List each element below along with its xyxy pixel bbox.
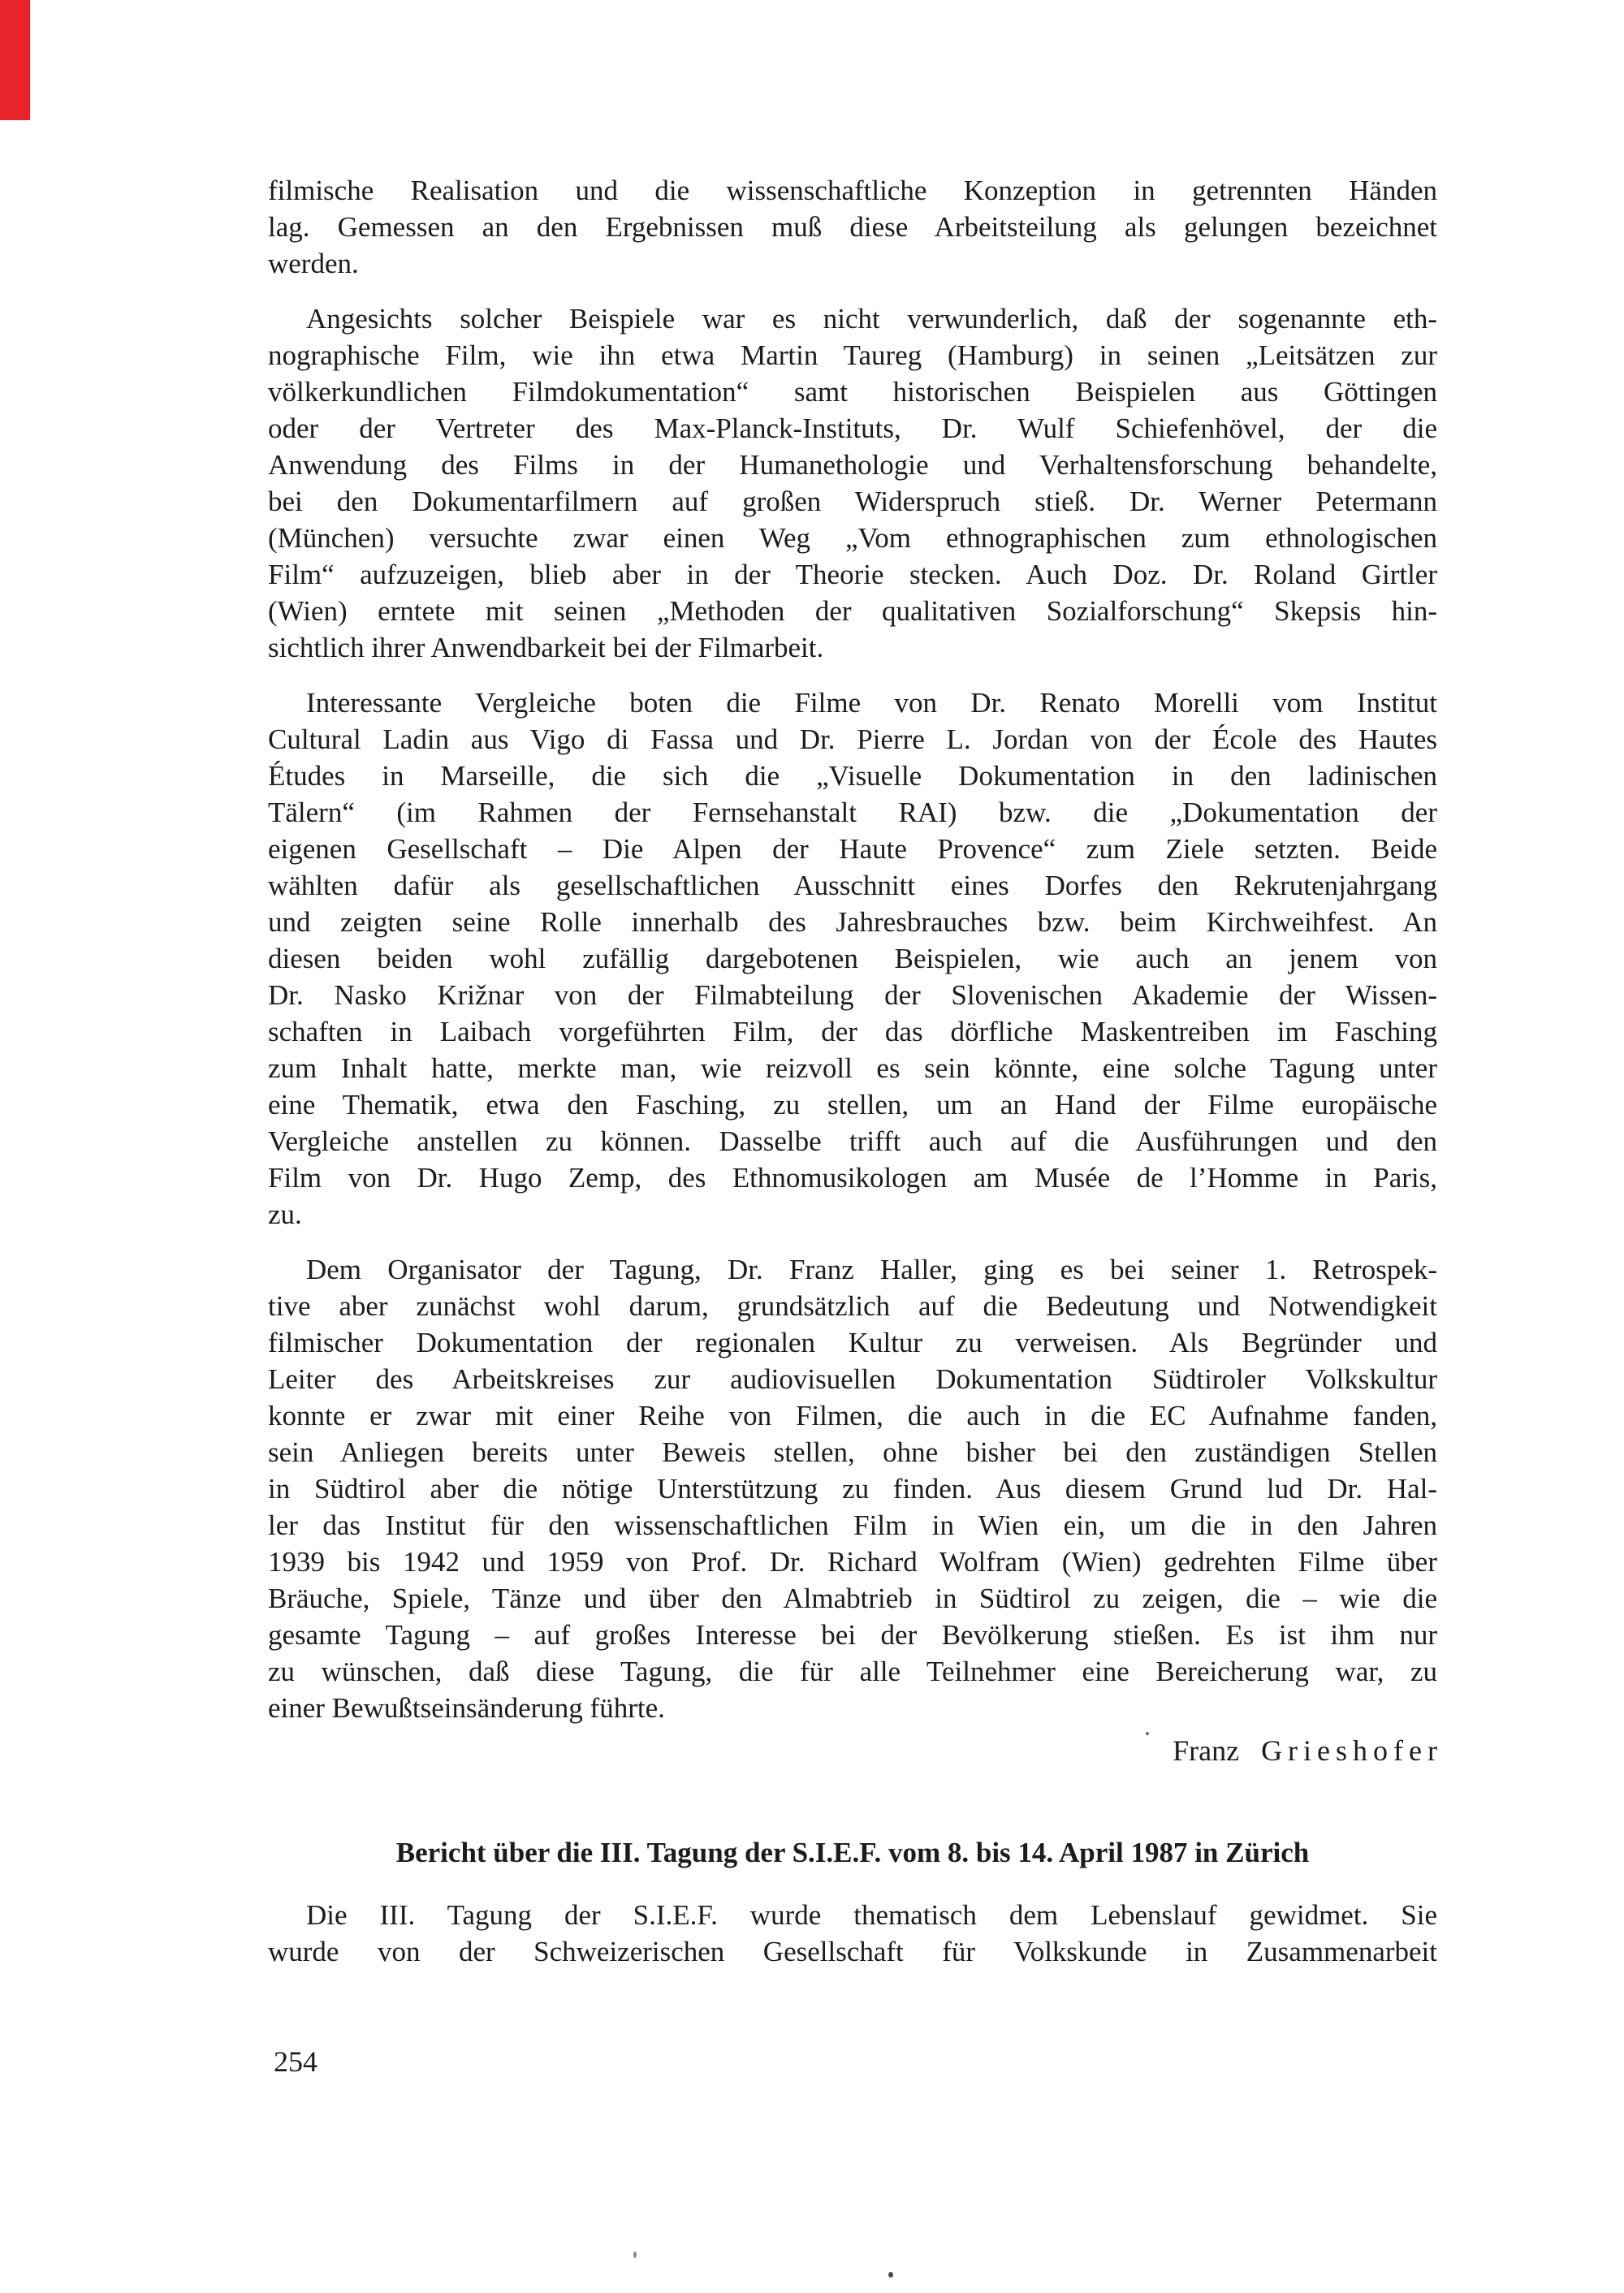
text-line: filmische Realisation und die wissenschaftliche Konzeption in getrennten Händen xyxy=(268,175,1437,206)
text-line: wählten dafür als gesellschaftlichen Ausschnitt eines Dorfes den Rekrutenjahrgang xyxy=(268,870,1437,901)
text-line: Interessante Vergleiche boten die Filme von Dr. Renato Morelli vom Institut xyxy=(306,687,1437,719)
text-line: Anwendung des Films in der Humanethologie und Verhaltensforschung behandelte, xyxy=(268,449,1437,481)
text-line: filmischer Dokumentation der regionalen Kultur zu verweisen. Als Begründer und xyxy=(268,1327,1437,1358)
text-line: Film von Dr. Hugo Zemp, des Ethnomusikologen am Musée de l’Homme in Paris, xyxy=(268,1162,1437,1194)
paragraph xyxy=(268,300,1437,666)
text-line: Cultural Ladin aus Vigo di Fassa und Dr. Pierre L. Jordan von der École des Hautes xyxy=(268,723,1437,755)
report-text xyxy=(268,172,1437,1726)
text-line: eigenen Gesellschaft – Die Alpen der Haute Provence“ zum Ziele setzten. Beide xyxy=(268,833,1437,865)
text-line: zu wünschen, daß diese Tagung, die für alle Teilnehmer eine Bereicherung war, zu xyxy=(268,1656,1437,1687)
text-line: tive aber zunächst wohl darum, grundsätzlich auf die Bedeutung und Notwendigkeit xyxy=(268,1290,1437,1322)
text-line: Vergleiche anstellen zu können. Dasselbe trifft auch auf die Ausführungen und den xyxy=(268,1125,1437,1157)
text-line: eine Thematik, etwa den Fasching, zu stellen, um an Hand der Filme europäische xyxy=(268,1089,1437,1121)
text-line: Dem Organisator der Tagung, Dr. Franz Haller, ging es bei seiner 1. Retrospek- xyxy=(306,1254,1437,1285)
author-signature xyxy=(268,1733,1443,1769)
author-first-name: Franz xyxy=(1173,1734,1240,1767)
text-line: Bräuche, Spiele, Tänze und über den Almabtrieb in Südtirol zu zeigen, die – wie die xyxy=(268,1583,1437,1614)
text-line: lag. Gemessen an den Ergebnissen muß diese Arbeitsteilung als gelungen bezeichnet xyxy=(268,211,1437,243)
text-line: oder der Vertreter des Max-Planck-Instituts, Dr. Wulf Schiefenhövel, der die xyxy=(268,412,1437,444)
text-line: Dr. Nasko Križnar von der Filmabteilung der Slovenischen Akademie der Wissen- xyxy=(268,979,1437,1011)
text-line: gesamte Tagung – auf großes Interesse bei der Bevölkerung stießen. Es ist ihm nur xyxy=(268,1619,1437,1651)
text-line: (München) versuchte zwar einen Weg „Vom ethnographischen zum ethnologischen xyxy=(268,522,1437,554)
scan-speck xyxy=(633,2252,637,2258)
text-line: Tälern“ (im Rahmen der Fernsehanstalt RAI) bzw. die „Dokumentation der xyxy=(268,797,1437,828)
signature-space xyxy=(1246,1734,1254,1767)
text-line: sein Anliegen bereits unter Beweis stellen, ohne bisher bei den zuständigen Stellen xyxy=(268,1436,1437,1468)
text-line: ler das Institut für den wissenschaftlichen Film in Wien ein, um die in den Jahren xyxy=(268,1509,1437,1541)
paragraph xyxy=(268,1897,1437,1970)
text-line: Leiter des Arbeitskreises zur audiovisuellen Dokumentation Südtiroler Volkskultur xyxy=(268,1363,1437,1395)
text-line: zu. xyxy=(268,1198,302,1230)
next-report-text xyxy=(268,1897,1437,1970)
text-line: bei den Dokumentarfilmern auf großen Widerspruch stieß. Dr. Werner Petermann xyxy=(268,486,1437,517)
text-line: zum Inhalt hatte, merkte man, wie reizvoll es sein könnte, eine solche Tagung unter xyxy=(268,1052,1437,1084)
paragraph xyxy=(268,1251,1437,1726)
text-line: konnte er zwar mit einer Reihe von Filmen, die auch in die EC Aufnahme fanden, xyxy=(268,1400,1437,1432)
text-line: sichtlich ihrer Anwendbarkeit bei der Filmarbeit. xyxy=(268,632,824,663)
text-line: in Südtirol aber die nötige Unterstützung zu finden. Aus diesem Grund lud Dr. Hal- xyxy=(268,1473,1437,1505)
text-line: wurde von der Schweizerischen Gesellschaft für Volkskunde in Zusammenarbeit xyxy=(268,1936,1437,1967)
text-line: (Wien) erntete mit seinen „Methoden der qualitativen Sozialforschung“ Skepsis hin- xyxy=(268,595,1437,627)
text-line: 1939 bis 1942 und 1959 von Prof. Dr. Richard Wolfram (Wien) gedrehten Filme über xyxy=(268,1546,1437,1578)
text-line: einer Bewußtseinsänderung führte. xyxy=(268,1692,665,1724)
text-line: nographische Film, wie ihn etwa Martin Taureg (Hamburg) in seinen „Leitsätzen zur xyxy=(268,339,1437,371)
text-line: Die III. Tagung der S.I.E.F. wurde thematisch dem Lebenslauf gewidmet. Sie xyxy=(306,1899,1437,1931)
author-last-name: Grieshofer xyxy=(1261,1734,1443,1767)
text-line: Études in Marseille, die sich die „Visuelle Dokumentation in den ladinischen xyxy=(268,760,1437,792)
paragraph xyxy=(268,684,1437,1233)
text-line: diesen beiden wohl zufällig dargebotenen Beispielen, wie auch an jenem von xyxy=(268,943,1437,974)
page-body-text xyxy=(268,172,1443,1970)
section-heading: Bericht über die III. Tagung der S.I.E.F. vom 8. bis 14. April 1987 in Zürich xyxy=(395,1837,1310,1868)
scan-speck xyxy=(1146,1732,1149,1735)
scan-speck xyxy=(888,2272,893,2278)
scan-artifact-red-bar xyxy=(0,0,30,120)
text-line: Film“ aufzuzeigen, blieb aber in der Theorie stecken. Auch Doz. Dr. Roland Girtler xyxy=(268,559,1437,590)
text-line: schaften in Laibach vorgeführten Film, der das dörfliche Maskentreiben im Fasching xyxy=(268,1016,1437,1047)
paragraph xyxy=(268,172,1437,282)
text-line: völkerkundlichen Filmdokumentation“ samt historischen Beispielen aus Göttingen xyxy=(268,376,1437,408)
page-number: 254 xyxy=(274,2045,317,2078)
text-line: werden. xyxy=(268,248,359,279)
text-line: und zeigten seine Rolle innerhalb des Jahresbrauches bzw. beim Kirchweihfest. An xyxy=(268,906,1437,938)
text-line: Angesichts solcher Beispiele war es nicht verwunderlich, daß der sogenannte eth- xyxy=(306,303,1437,335)
